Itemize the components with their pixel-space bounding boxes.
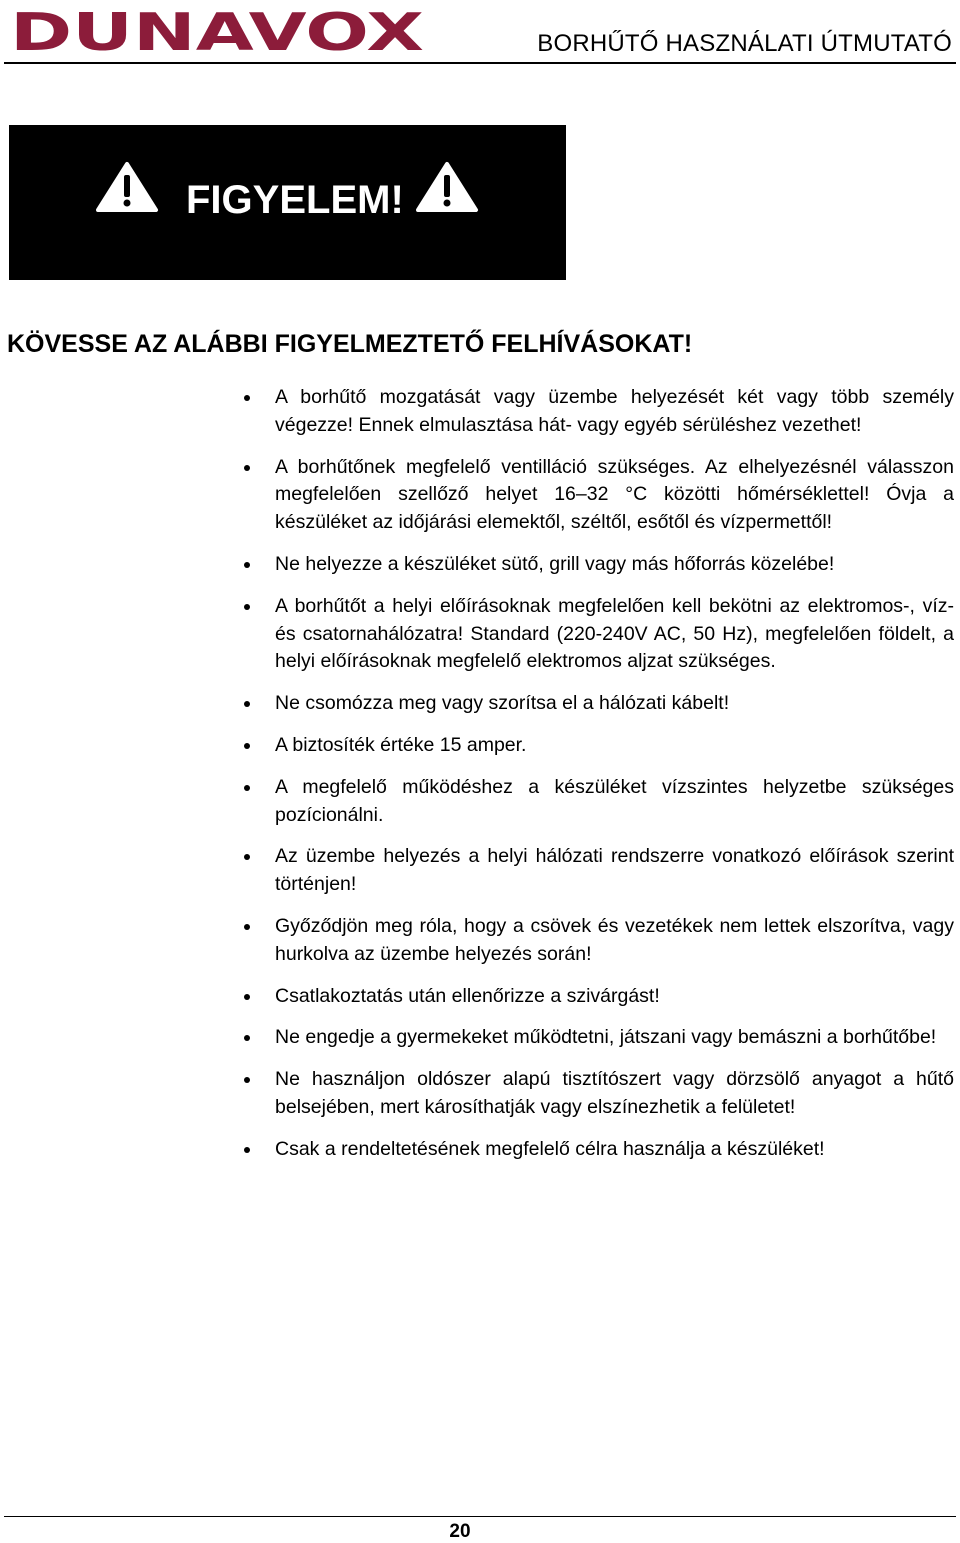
list-item [242,384,954,440]
list-item-text: A borhűtőnek megfelelő ventilláció szükséges. Az elhelyezésnél válasszon megfelelően szellőző helyet 16–32 °C közötti hőmérséklettel! Óvja a készüléket az időjárási elemektől, széltől, esőtől és vízpermettől! [275,455,954,534]
list-item [242,1066,954,1122]
bullet-icon [244,701,250,707]
list-item-text: Az üzembe helyezés a helyi hálózati rendszerre vonatkozó előírások szerint történjen! [275,845,954,896]
list-item-text: Ne engedje a gyermekeket működtetni, játszani vagy bemászni a borhűtőbe! [275,1026,937,1049]
list-item [242,913,954,969]
bullet-icon [244,604,250,610]
list-item-text: A biztosíték értéke 15 amper. [275,733,527,756]
brand-logo-text: DUNAVOX [10,4,424,56]
list-item [242,1136,954,1164]
list-item [242,1024,954,1052]
bullet-icon [244,1077,250,1083]
bullet-icon [244,465,250,471]
list-item [242,732,954,760]
list-item-text: Csatlakoztatás után ellenőrizze a szivárgást! [275,984,660,1007]
bullet-icon [244,1147,250,1153]
warning-triangle-icon [92,160,162,215]
list-item [242,774,954,830]
bullet-icon [244,562,250,568]
bullet-icon [244,743,250,749]
page-number: 20 [449,1521,471,1542]
bullet-icon [244,785,250,791]
list-item-text: A borhűtőt a helyi előírásoknak megfelelően kell bekötni az elektromos-, víz- és csatornahálózatra! Standard (220-240V AC, 50 Hz), megfelelően földelt, a helyi előírásoknak megfelelő elektromos aljzat szükséges. [275,594,954,673]
list-item-text: Győződjön meg róla, hogy a csövek és vezetékek nem lettek elszorítva, vagy hurkolva az üzembe helyezés során! [275,914,954,965]
section-heading: KÖVESSE AZ ALÁBBI FIGYELMEZTETŐ FELHÍVÁSOKAT! [7,330,693,358]
header-divider [4,62,956,64]
bullet-icon [244,994,250,1000]
list-item [242,593,954,676]
bullet-icon [244,924,250,930]
list-item-text: Ne helyezze a készüléket sütő, grill vagy más hőforrás közelébe! [275,552,835,575]
bullet-icon [244,1035,250,1041]
list-item-text: A megfelelő működéshez a készüléket vízszintes helyzetbe szükséges pozícionálni. [275,775,954,826]
warning-list [242,384,954,1178]
bullet-icon [244,854,250,860]
list-item [242,843,954,899]
document-title: BORHŰTŐ HASZNÁLATI ÚTMUTATÓ [537,30,952,57]
dunavox-logo [10,4,430,56]
list-item [242,690,954,718]
list-item-text: Ne csomózza meg vagy szorítsa el a hálózati kábelt! [275,692,730,715]
list-item-text: Csak a rendeltetésének megfelelő célra használja a készüléket! [275,1137,825,1160]
list-item [242,983,954,1011]
list-item-text: A borhűtő mozgatását vagy üzembe helyezését két vagy több személy végezze! Ennek elmulasztása hát- vagy egyéb sérüléshez vezethet! [275,386,954,436]
list-item [242,551,954,579]
bullet-icon [244,395,250,401]
footer-divider [4,1516,956,1517]
list-item-text: Ne használjon oldószer alapú tisztítószert vagy dörzsölő anyagot a hűtő belsejében, mert károsíthatják vagy elszínezhetik a felületet! [275,1068,954,1118]
warning-triangle-icon [412,160,482,215]
page-header [0,0,960,64]
warning-title: FIGYELEM! [186,178,404,222]
list-item [242,454,954,537]
